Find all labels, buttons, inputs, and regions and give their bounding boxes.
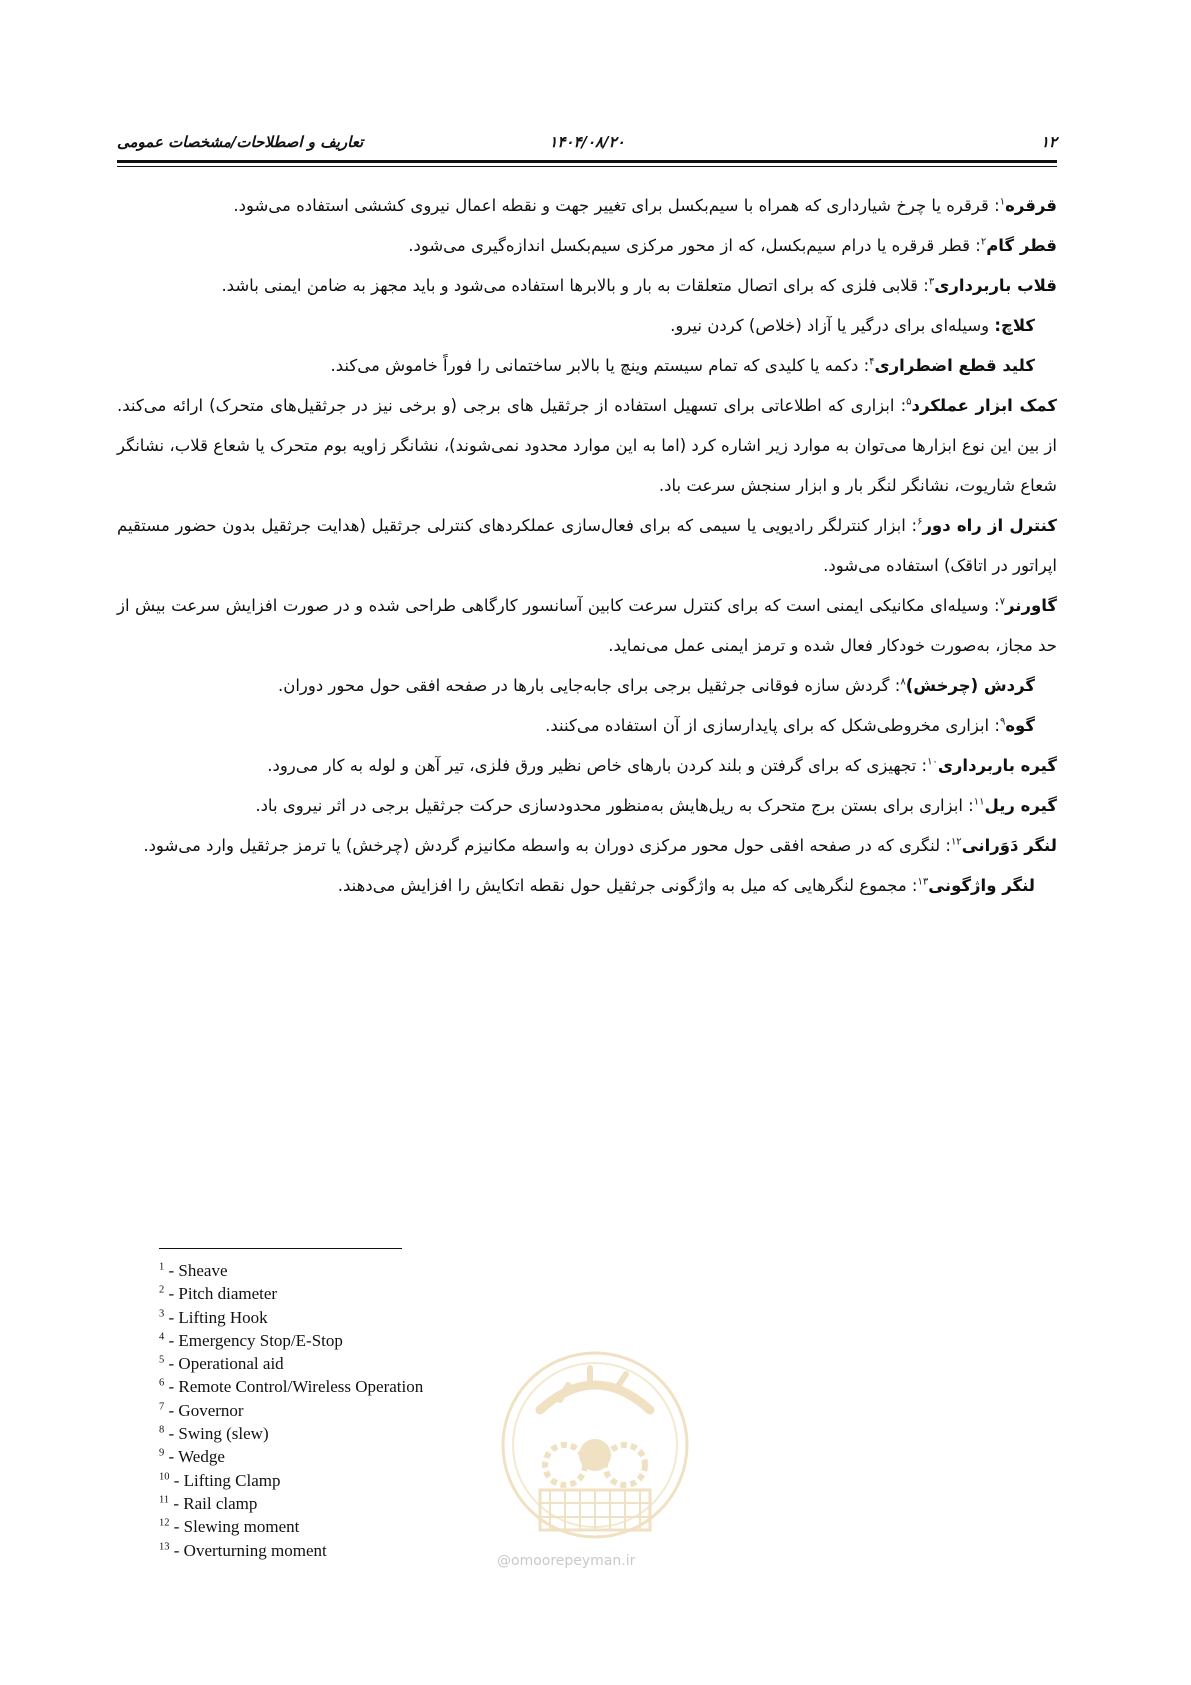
footnote-marker[interactable]: ۱۱ bbox=[973, 796, 985, 808]
page-header bbox=[117, 133, 1057, 155]
definition-term: قرقره bbox=[1005, 196, 1057, 215]
definition-term: لنگر دَوَرانی bbox=[961, 836, 1057, 855]
footnote-marker[interactable]: ۵ bbox=[906, 396, 912, 408]
footnote-separator bbox=[159, 1248, 402, 1249]
footnote-marker[interactable]: ۱۳ bbox=[917, 876, 929, 888]
footnote-marker[interactable]: ۷ bbox=[999, 596, 1005, 608]
definition-text: گردش سازه فوقانی جرثقیل برجی برای جابه‌جایی بارها در صفحه افقی حول محور دوران. bbox=[277, 676, 890, 695]
footnote-marker[interactable]: ۸ bbox=[900, 676, 906, 688]
definition-text: دکمه یا کلیدی که تمام سیستم وینچ یا بالابر ساختمانی را فوراً خاموش می‌کند. bbox=[330, 356, 859, 375]
definition-entry bbox=[117, 306, 1057, 346]
definition-text: وسیله‌ای برای درگیر یا آزاد (خلاص) کردن نیرو. bbox=[670, 316, 990, 335]
definition-term: کمک ابزار عملکرد bbox=[911, 396, 1057, 415]
definition-term: گیره باربرداری bbox=[937, 756, 1057, 775]
definition-term: گاورنر bbox=[1004, 596, 1057, 615]
watermark-logo bbox=[490, 1340, 700, 1560]
header-date: ۱۴۰۴/۰۸/۲۰ bbox=[549, 133, 625, 151]
footnote-item: $^6$ - Remote Control/Wireless Operation bbox=[159, 1377, 424, 1397]
definition-entry: کنترل از راه دور$^۶$: ابزار کنترلگر رادیویی یا سیمی که برای فعال‌سازی عملکردهای کنترلی جرثقیل (هدایت جرثقیل بدون حضور مستقیم اپراتور در اتاقک) استفاده می‌شود. bbox=[117, 516, 1057, 575]
definition-text: تجهیزی که برای گرفتن و بلند کردن بارهای خاص نظیر ورق فلزی، تیر آهن و لوله به کار می‌رود. bbox=[267, 756, 917, 775]
definition-text: مجموع لنگرهایی که میل به واژگونی جرثقیل حول نقطه اتکایش را افزایش می‌دهند. bbox=[337, 876, 907, 895]
footnote-item: $^4$ - Emergency Stop/E-Stop bbox=[159, 1330, 343, 1350]
footnote-item: $^8$ - Swing (slew) bbox=[159, 1424, 269, 1444]
header-rule-thin bbox=[117, 166, 1057, 167]
definition-text: ابزاری که اطلاعاتی برای تسهیل استفاده از جرثقیل های برجی (و برخی نیز در جرثقیل‌های متحرک) ارائه می‌کند. از بین این نوع ابزارها می‌توان به موارد زیر اشاره کرد (اما به این موارد محدود نمی‌شوند)، نشانگر زاویه بوم متحرک یا شعاع قلاب، نشانگر شعاع شاریوت، نشانگر لنگر بار و ابزار سنجش سرعت باد. bbox=[117, 396, 1057, 495]
footnote-marker[interactable]: ۳ bbox=[928, 276, 935, 288]
definition-entry: قطر گام$^۲$: قطر قرقره یا درام سیم‌بکسل، که از محور مرکزی سیم‌بکسل اندازه‌گیری می‌شود. bbox=[408, 236, 1057, 255]
footnote-marker[interactable]: ۹ bbox=[999, 716, 1006, 728]
definition-entry: گوه$^۹$: ابزاری مخروطی‌شکل که برای پایدارسازی از آن استفاده می‌کنند. bbox=[545, 716, 1035, 735]
definition-entry: قرقره$^۱$: قرقره یا چرخ شیارداری که همراه با سیم‌بکسل برای تغییر جهت و نقطه اعمال نیروی کششی استفاده می‌شود. bbox=[233, 196, 1057, 215]
definition-text: وسیله‌ای مکانیکی ایمنی است که برای کنترل سرعت کابین آسانسور کارگاهی طراحی شده و در صورت افزایش سرعت بیش از حد مجاز، به‌صورت خودکار فعال شده و ترمز ایمنی عمل می‌نماید. bbox=[117, 596, 1057, 655]
definition-entry: گردش (چرخش)$^۸$: گردش سازه فوقانی جرثقیل برجی برای جابه‌جایی بارها در صفحه افقی حول محور دوران. bbox=[277, 676, 1035, 695]
header-rule-thick bbox=[117, 160, 1057, 163]
definition-text: ابزاری برای بستن برج متحرک به ریل‌هایش به‌منظور محدودسازی حرکت جرثقیل برجی در اثر نیروی باد. bbox=[255, 796, 963, 815]
footnote-item: $^{10}$ - Lifting Clamp bbox=[159, 1470, 281, 1490]
definition-text: قطر قرقره یا درام سیم‌بکسل، که از محور مرکزی سیم‌بکسل اندازه‌گیری می‌شود. bbox=[408, 236, 971, 255]
footnote-marker[interactable]: ۴ bbox=[869, 356, 875, 368]
definition-entry: لنگر دَوَرانی$^{۱۲}$: لنگری که در صفحه افقی حول محور مرکزی دوران به واسطه مکانیزم گردش (چرخش) یا ترمز جرثقیل وارد می‌شود. bbox=[143, 836, 1057, 855]
definition-text: قرقره یا چرخ شیارداری که همراه با سیم‌بکسل برای تغییر جهت و نقطه اعمال نیروی کششی استفاده می‌شود. bbox=[233, 196, 989, 215]
section-title: تعاریف و اصطلاحات/مشخصات عمومی bbox=[117, 133, 364, 151]
footnote-item: $^{12}$ - Slewing moment bbox=[159, 1517, 300, 1537]
definition-term: کلید قطع اضطراری bbox=[874, 356, 1035, 375]
definition-entry: کلید قطع اضطراری$^۴$: دکمه یا کلیدی که تمام سیستم وینچ یا بالابر ساختمانی را فوراً خاموش می‌کند. bbox=[330, 356, 1035, 375]
definition-term: گردش (چرخش) bbox=[905, 676, 1035, 695]
definition-term: کنترل از راه دور bbox=[922, 516, 1057, 535]
footnote-marker[interactable]: ۱ bbox=[999, 196, 1006, 208]
footnote-item: $^9$ - Wedge bbox=[159, 1447, 225, 1467]
definition-text: قلابی فلزی که برای اتصال متعلقات به بار و بالابرها استفاده می‌شود و باید مجهز به ضامن ایمنی باشد. bbox=[221, 276, 919, 295]
footnote-marker[interactable]: ۶ bbox=[917, 516, 923, 528]
definition-entry: گیره باربرداری$^{۱۰}$: تجهیزی که برای گرفتن و بلند کردن بارهای خاص نظیر ورق فلزی، تیر آهن و لوله به کار می‌رود. bbox=[267, 756, 1057, 775]
definition-entry: گاورنر$^۷$: وسیله‌ای مکانیکی ایمنی است که برای کنترل سرعت کابین آسانسور کارگاهی طراحی شده و در صورت افزایش سرعت بیش از حد مجاز، به‌صورت خودکار فعال شده و ترمز ایمنی عمل می‌نماید. bbox=[117, 596, 1057, 655]
footnote-marker[interactable]: ۱۲ bbox=[950, 836, 962, 848]
footnote-item: $^7$ - Governor bbox=[159, 1400, 244, 1420]
definition-entry: قلاب باربرداری$^۳$: قلابی فلزی که برای اتصال متعلقات به بار و بالابرها استفاده می‌شود و باید مجهز به ضامن ایمنی باشد. bbox=[221, 276, 1057, 295]
definition-text: لنگری که در صفحه افقی حول محور مرکزی دوران به واسطه مکانیزم گردش (چرخش) یا ترمز جرثقیل وارد می‌شود. bbox=[143, 836, 941, 855]
footnote-item: $^1$ - Sheave bbox=[159, 1261, 228, 1280]
definition-term: کلاچ: bbox=[994, 316, 1035, 335]
definition-entry: گیره ریل$^{۱۱}$: ابزاری برای بستن برج متحرک به ریل‌هایش به‌منظور محدودسازی حرکت جرثقیل برجی در اثر نیروی باد. bbox=[255, 796, 1057, 815]
footnote-item: $^2$ - Pitch diameter bbox=[159, 1284, 278, 1304]
definition-term: گوه bbox=[1005, 716, 1035, 735]
definition-term: گیره ریل bbox=[984, 796, 1057, 815]
footnote-marker[interactable]: ۲ bbox=[980, 236, 987, 248]
definition-term: قطر گام bbox=[986, 236, 1057, 255]
definition-entry: کمک ابزار عملکرد$^۵$: ابزاری که اطلاعاتی برای تسهیل استفاده از جرثقیل های برجی (و برخی نیز در جرثقیل‌های متحرک) ارائه می‌کند. از بین این نوع ابزارها می‌توان به موارد زیر اشاره کرد (اما به این موارد محدود نمی‌شوند)، نشانگر زاویه بوم متحرک یا شعاع قلاب، نشانگر شعاع شاریوت، نشانگر لنگر بار و ابزار سنجش سرعت باد. bbox=[117, 396, 1057, 495]
footnote-item: $^5$ - Operational aid bbox=[159, 1354, 284, 1374]
definition-entry: لنگر واژگونی$^{۱۳}$: مجموع لنگرهایی که میل به واژگونی جرثقیل حول نقطه اتکایش را افزایش می‌دهند. bbox=[337, 876, 1035, 895]
footnote-item: $^{13}$ - Overturning moment bbox=[159, 1540, 327, 1560]
definition-term: قلاب باربرداری bbox=[934, 276, 1057, 295]
watermark-url: @omoorepeyman.ir bbox=[497, 1553, 636, 1569]
definitions-body bbox=[117, 186, 1057, 906]
definition-term: لنگر واژگونی bbox=[928, 876, 1035, 895]
definition-text: ابزار کنترلگر رادیویی یا سیمی که برای فعال‌سازی عملکردهای کنترلی جرثقیل (هدایت جرثقیل بدون حضور مستقیم اپراتور در اتاقک) استفاده می‌شود. bbox=[117, 516, 1057, 575]
footnote-marker[interactable]: ۱۰ bbox=[927, 756, 938, 768]
page-number: ۱۲ bbox=[1040, 133, 1057, 151]
definition-text: ابزاری مخروطی‌شکل که برای پایدارسازی از آن استفاده می‌کنند. bbox=[545, 716, 990, 735]
footnote-item: $^3$ - Lifting Hook bbox=[159, 1307, 268, 1327]
footnote-item: $^{11}$ - Rail clamp bbox=[159, 1493, 258, 1513]
